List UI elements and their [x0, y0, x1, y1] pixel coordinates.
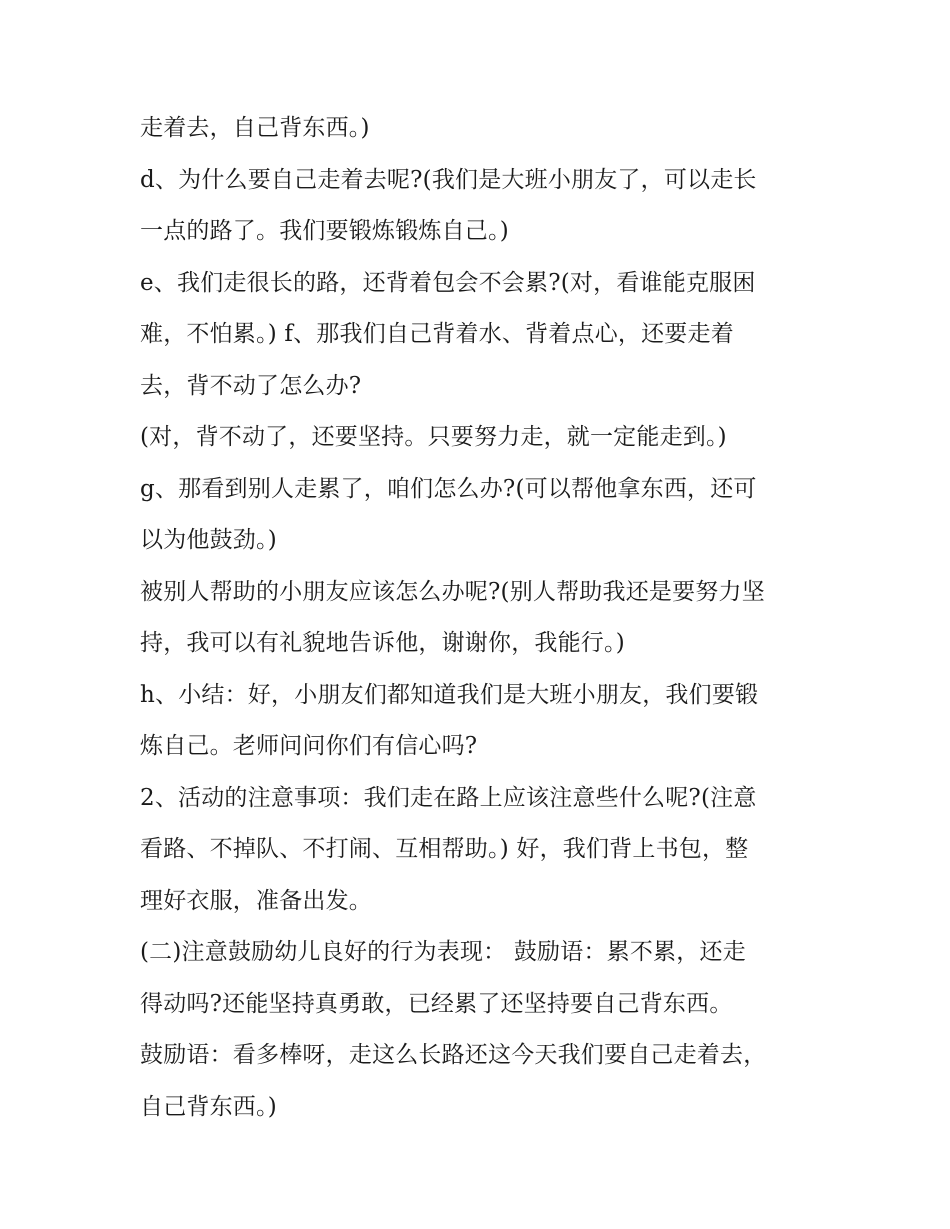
- text-line: d、为什么要自己走着去呢?(我们是大班小朋友了，可以走长: [140, 166, 757, 193]
- text-line: 被别人帮助的小朋友应该怎么办呢?(别人帮助我还是要努力坚: [140, 578, 765, 605]
- text-line: (二)注意鼓励幼儿良好的行为表现： 鼓励语：累不累，还走: [140, 939, 746, 965]
- text-line: 一点的路了。我们要锻炼锻炼自己。): [140, 218, 509, 244]
- text-line: 持，我可以有礼貌地告诉他，谢谢你，我能行。): [140, 630, 625, 656]
- text-line: h、小结：好，小朋友们都知道我们是大班小朋友，我们要锻: [140, 681, 759, 708]
- text-line: 以为他鼓劲。): [140, 527, 277, 553]
- text-line: 2、活动的注意事项：我们走在路上应该注意些什么呢?(注意: [140, 784, 757, 811]
- text-line: 去，背不动了怎么办?: [140, 372, 362, 399]
- text-line: 鼓励语：看多棒呀，走这么长路还这今天我们要自己走着去，: [140, 1042, 767, 1068]
- text-line: 自己背东西。): [140, 1093, 277, 1120]
- text-line: 理好衣服，准备出发。: [140, 887, 372, 914]
- text-line: 得动吗?还能坚持真勇敢，已经累了还坚持要自己背东西。: [140, 990, 733, 1017]
- text-line: (对，背不动了，还要坚持。只要努力走，就一定能走到。): [140, 424, 727, 450]
- text-line: e、我们走很长的路，还背着包会不会累?(对，看谁能克服困: [140, 269, 756, 296]
- text-line: 看路、不掉队、不打闹、互相帮助。) 好，我们背上书包，整: [140, 836, 749, 862]
- text-line: g、那看到别人走累了，咱们怎么办?(可以帮他拿东西，还可: [140, 475, 757, 502]
- document-body: [140, 103, 830, 1133]
- text-line: 走着去，自己背东西。): [140, 115, 370, 141]
- text-line: 难，不怕累。) f、那我们自己背着水、背着点心，还要走着: [140, 321, 734, 347]
- text-line: 炼自己。老师问问你们有信心吗?: [140, 733, 478, 759]
